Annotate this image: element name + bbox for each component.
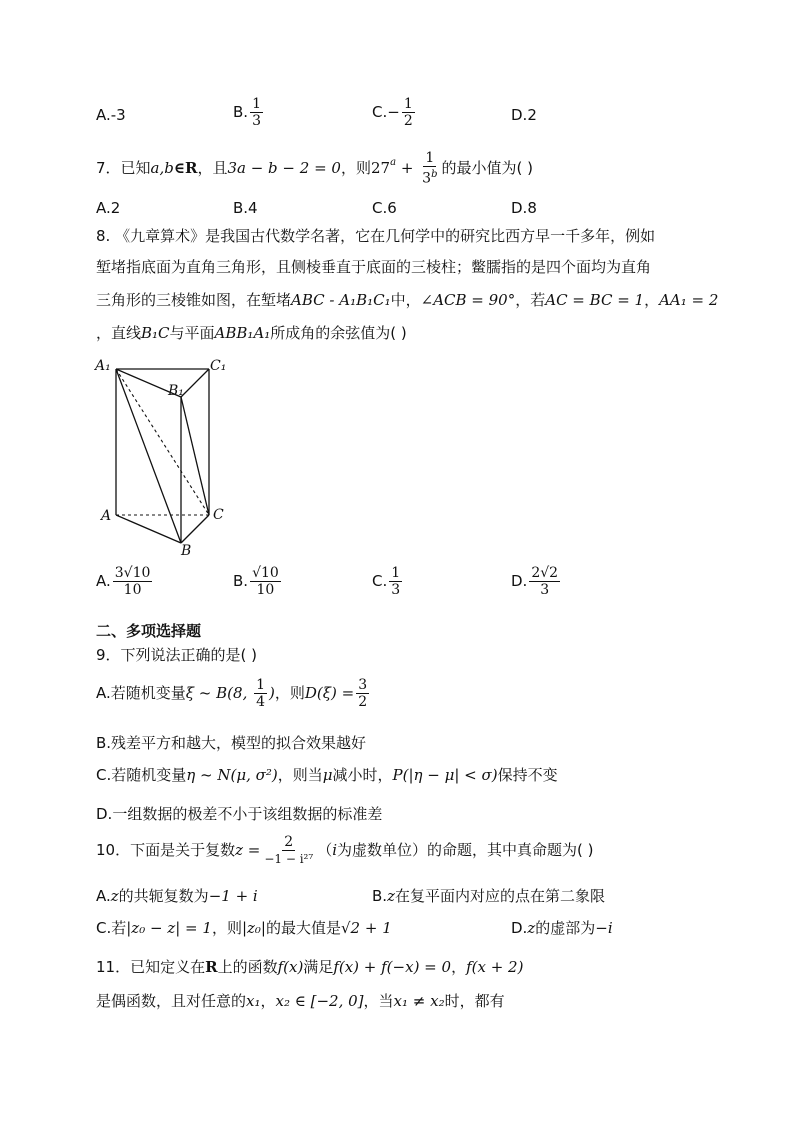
q6-option-d: D.2 [511, 106, 537, 124]
q8-line-2: 堑堵指底面为直角三角形，且侧棱垂直于底面的三棱柱；鳖臑指的是四个面均为直角 [96, 258, 652, 276]
q10-option-b: B.z在复平面内对应的点在第二象限 [372, 887, 605, 905]
q9-option-d: D.一组数据的极差不小于该组数据的标准差 [96, 805, 383, 823]
q7-stem: 7．已知a,b∈R，且3a − b − 2 = 0，则$27^a$ + $\frac{1}{3^b}$ 的最小值为( ) [96, 150, 533, 187]
section-title: 二、多项选择题 [96, 622, 202, 640]
q7-option-d: D.8 [511, 199, 537, 217]
q6-option-a: A.-3 [96, 106, 126, 124]
q10-option-d: D.z的虚部为−i [511, 919, 613, 937]
q11-line-1: 11．已知定义在R上的函数f(x)满足f(x) + f(−x) = 0，f(x + 2) [96, 958, 524, 976]
edge-a-b [116, 515, 181, 543]
q8-line-3: 三角形的三棱锥如图，在堑堵ABC - A₁B₁C₁中，∠ACB = 90°，若AC = BC = 1，AA₁ = 2 [96, 291, 719, 309]
q7-option-b: B.4 [233, 199, 258, 217]
q9-option-b: B.残差平方和越大，模型的拟合效果越好 [96, 734, 367, 752]
q8-option-a: A. $\frac{3√10}{10}$ [96, 565, 151, 598]
label-a: A [101, 508, 112, 524]
label-b: B [181, 543, 192, 557]
q11-line-2: 是偶函数，且对任意的x₁，x₂ ∈ [−2, 0]，当x₁ ≠ x₂时，都有 [96, 992, 505, 1010]
q7-option-a: A.2 [96, 199, 121, 217]
q8-option-c: C. $\frac{1}{3}$ [372, 565, 401, 598]
label-a1: A₁ [95, 358, 111, 374]
label-c1: C₁ [210, 358, 227, 374]
prism-figure [92, 352, 242, 557]
edge-b-c [181, 515, 209, 543]
q9-option-c: C.若随机变量η ~ N(μ, σ²)，则当μ减小时，P(|η − μ| < σ)保持不变 [96, 766, 558, 784]
q6-option-b: B. $\frac{1}{3}$ [233, 96, 261, 129]
edge-b1-c1 [181, 369, 209, 397]
label-c: C [213, 507, 224, 523]
q8-line-1: 8. 《九章算术》是我国古代数学名著，它在几何学中的研究比西方早一千多年，例如 [96, 227, 656, 245]
q8-line-4: ，直线B₁C与平面ABB₁A₁所成角的余弦值为( ) [96, 324, 407, 342]
q10-option-a: A.z的共轭复数为−1 + i [96, 887, 258, 905]
edge-b1-c [181, 397, 209, 515]
label-b1: B₁ [168, 383, 184, 399]
q8-option-d: D. $\frac{2√2}{3}$ [511, 565, 559, 598]
q7-option-c: C.6 [372, 199, 397, 217]
q10-stem: 10．下面是关于复数z = $\frac{2}{\text{−1 − i²⁷}}$ （i为虚数单位）的命题，其中真命题为( ) [96, 834, 594, 866]
q9-option-a: A.若随机变量ξ ~ B(8, $\frac{1}{4}$ )，则D(ξ) = $\frac{3}{2}$ [96, 677, 368, 710]
q10-option-c: C.若|z₀ − z| = 1，则|z₀|的最大值是√2 + 1 [96, 919, 392, 937]
q9-stem: 9．下列说法正确的是( ) [96, 646, 258, 664]
q8-option-b: B. $\frac{√10}{10}$ [233, 565, 279, 598]
q6-option-c: C.− $\frac{1}{2}$ [372, 96, 413, 129]
